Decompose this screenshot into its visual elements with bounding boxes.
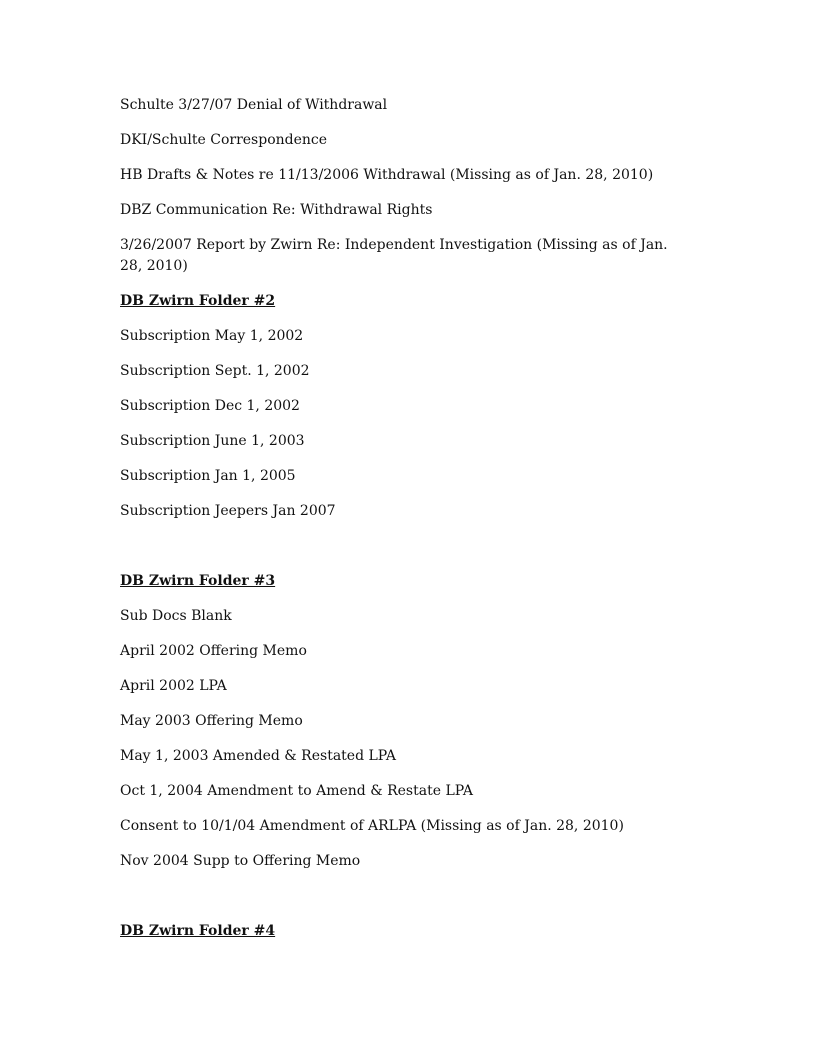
list-item: Subscription May 1, 2002 bbox=[120, 328, 304, 344]
list-item: May 1, 2003 Amended & Restated LPA bbox=[120, 748, 397, 764]
list-item: Sub Docs Blank bbox=[120, 608, 232, 624]
folder-heading-3: DB Zwirn Folder #3 bbox=[120, 573, 276, 589]
list-item: DKI/Schulte Correspondence bbox=[120, 132, 328, 148]
list-item: Subscription June 1, 2003 bbox=[120, 433, 305, 449]
list-item: Schulte 3/27/07 Denial of Withdrawal bbox=[120, 97, 388, 113]
list-item: Subscription Dec 1, 2002 bbox=[120, 398, 300, 414]
list-item: Nov 2004 Supp to Offering Memo bbox=[120, 853, 361, 869]
list-item: April 2002 LPA bbox=[120, 678, 227, 694]
list-item: Subscription Sept. 1, 2002 bbox=[120, 363, 310, 379]
list-item: April 2002 Offering Memo bbox=[120, 643, 307, 659]
list-item: Oct 1, 2004 Amendment to Amend & Restate LPA bbox=[120, 783, 473, 799]
list-item: May 2003 Offering Memo bbox=[120, 713, 303, 729]
document-page bbox=[120, 95, 690, 956]
folder-heading-4: DB Zwirn Folder #4 bbox=[120, 923, 276, 939]
list-item: Subscription Jan 1, 2005 bbox=[120, 468, 296, 484]
list-item: DBZ Communication Re: Withdrawal Rights bbox=[120, 202, 433, 218]
section-spacer bbox=[120, 536, 690, 571]
list-item: 3/26/2007 Report by Zwirn Re: Independent Investigation (Missing as of Jan. 28, 2010) bbox=[120, 237, 668, 274]
section-spacer bbox=[120, 886, 690, 921]
list-item: HB Drafts & Notes re 11/13/2006 Withdrawal (Missing as of Jan. 28, 2010) bbox=[120, 167, 654, 183]
folder-heading-2: DB Zwirn Folder #2 bbox=[120, 293, 276, 309]
list-item: Consent to 10/1/04 Amendment of ARLPA (Missing as of Jan. 28, 2010) bbox=[120, 818, 624, 834]
list-item: Subscription Jeepers Jan 2007 bbox=[120, 503, 336, 519]
